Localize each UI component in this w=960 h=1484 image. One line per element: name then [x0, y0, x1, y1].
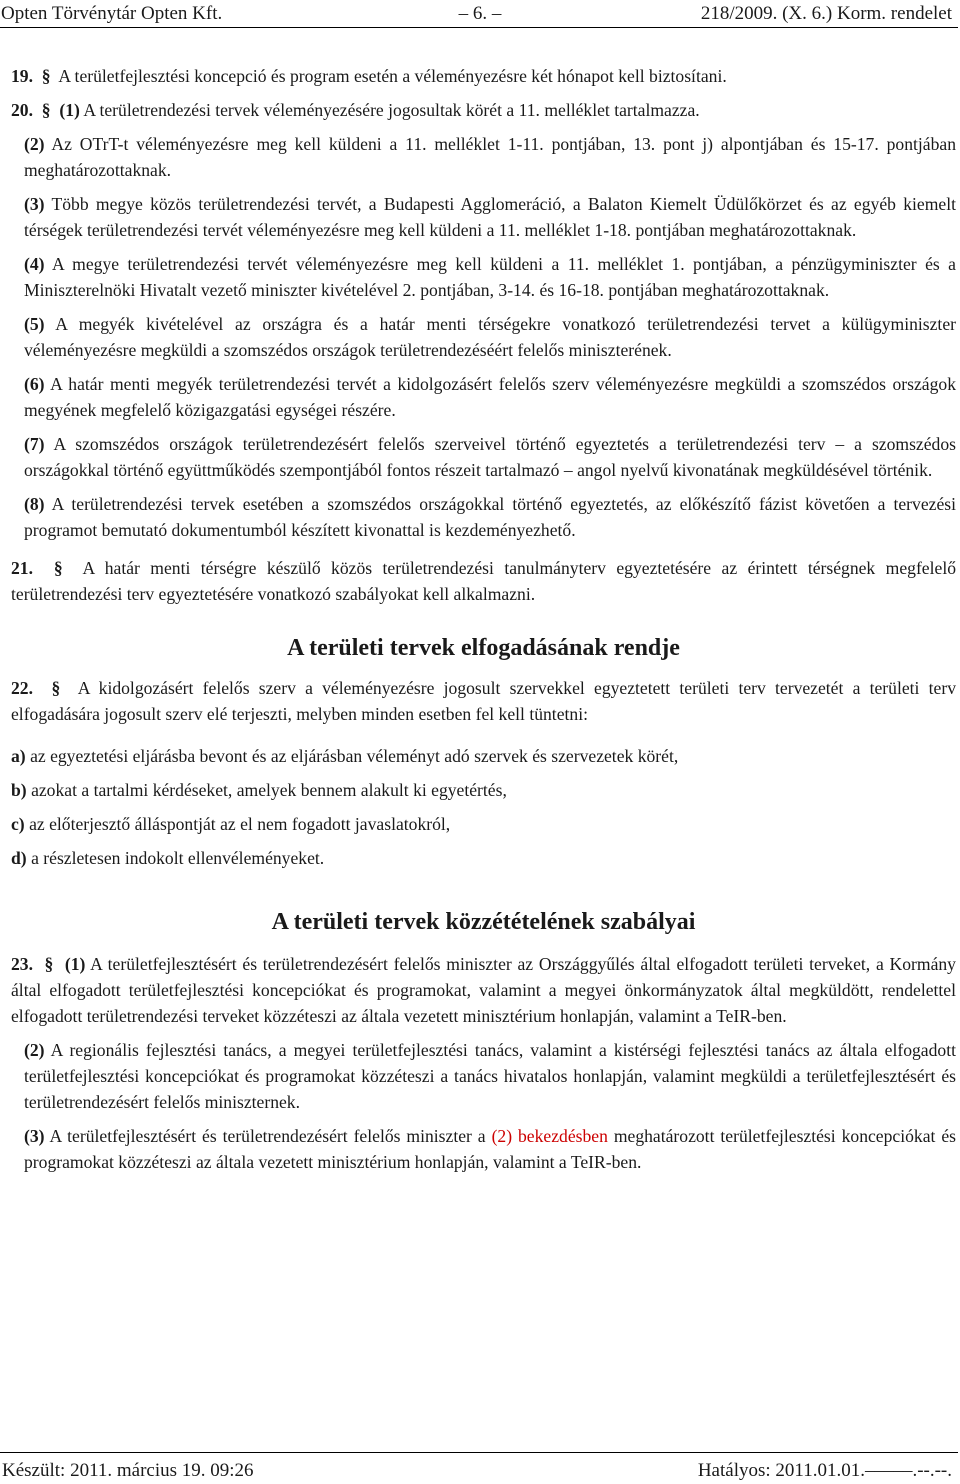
section-number: 20. — [11, 100, 33, 120]
section-20-para-1 — [11, 97, 956, 123]
section-20-para-8 — [11, 491, 956, 543]
paragraph-number: (3) — [24, 1126, 45, 1146]
list-label: d) — [11, 848, 27, 868]
paragraph-text: A megye területrendezési tervét véleményezésre meg kell küldeni a 11. melléklet 1. pontjában, a pénzügyminiszter és a Miniszterelnöki Hivatalt vezető miniszter kivételével 2. pontjában, 3-14. és 16-18. pontjában meghatározottaknak. — [24, 254, 956, 300]
section-sign: § — [41, 66, 51, 86]
paragraph-number: (2) — [24, 1040, 45, 1060]
section-19 — [11, 63, 956, 89]
list-text: a részletesen indokolt ellenvéleményeket. — [31, 848, 325, 868]
paragraph-number: (2) — [24, 134, 45, 154]
section-21 — [11, 555, 956, 607]
header-divider — [0, 27, 958, 28]
paragraph-number: (8) — [24, 494, 45, 514]
paragraph-number: (6) — [24, 374, 45, 394]
cross-reference-link[interactable]: (2) bekezdésben — [491, 1126, 608, 1146]
list-text: azokat a tartalmi kérdéseket, amelyek bennem alakult ki egyetértés, — [31, 780, 507, 800]
section-sign: § — [44, 954, 54, 974]
decree-reference: 218/2009. (X. 6.) Korm. rendelet — [700, 3, 952, 24]
footer-divider — [0, 1452, 958, 1453]
paragraph-number: (1) — [64, 954, 86, 974]
list-item — [11, 777, 956, 803]
section-number: 22. — [11, 678, 33, 698]
section-20-para-7 — [11, 431, 956, 483]
list-label: a) — [11, 746, 26, 766]
section-sign: § — [53, 558, 63, 578]
section-20-para-2 — [11, 131, 956, 183]
section-text: A kidolgozásért felelős szerv a véleményezésre jogosult szervekkel egyeztetett területi terv tervezetét a területi terv elfogadására jogosult szerv elé terjeszti, melyben minden esetben fel kell tüntetni: — [11, 678, 957, 724]
paragraph-text: A regionális fejlesztési tanács, a megyei területfejlesztési tanács, valamint a kistérségi fejlesztési tanács az általa elfogadott területfejlesztési koncepciókat és programokat közzéteszi a tanács hivatalos honlapján, valamint megküldi a területfejlesztésért és területrendezésért felelős miniszternek. — [24, 1040, 956, 1112]
page-number: – 6. – — [458, 3, 502, 24]
list-label: b) — [11, 780, 27, 800]
section-sign: § — [41, 100, 51, 120]
paragraph-text: A területrendezési tervek esetében a szomszédos országokkal történő egyeztetés, az előkészítő fázist követően a tervezési programot bemutató dokumentumból készített kivonattal is kezdeményezhető. — [24, 494, 956, 540]
paragraph-number: (4) — [24, 254, 45, 274]
paragraph-number: (5) — [24, 314, 45, 334]
section-23-para-3 — [11, 1123, 956, 1175]
document-body — [11, 63, 956, 1175]
list-label: c) — [11, 814, 25, 834]
section-20-para-6 — [11, 371, 956, 423]
paragraph-text: A területrendezési tervek véleményezésére jogosultak körét a 11. melléklet tartalmazza. — [83, 100, 700, 120]
paragraph-text: A határ menti megyék területrendezési tervét a kidolgozásért felelős szerv véleményezésre megküldi a szomszédos országok megyének megfelelő közigazgatási egységei részére. — [24, 374, 956, 420]
paragraph-text: A szomszédos országok területrendezésért felelős szerveivel történő egyeztetés a területrendezési terv – a szomszédos országokkal történő együttműködés szempontjából fontos részeit tartalmazó – angol nyelvű kivonatának megküldésével történik. — [24, 434, 956, 480]
section-20-para-4 — [11, 251, 956, 303]
section-23-para-2 — [11, 1037, 956, 1115]
heading-publication-rules: A területi tervek közzétételének szabályai — [271, 909, 696, 935]
section-number: 23. — [11, 954, 33, 974]
paragraph-number: (7) — [24, 434, 45, 454]
list-item — [11, 811, 956, 837]
list-text: az egyeztetési eljárásba bevont és az eljárásban véleményt adó szervek és szervezetek körét, — [30, 746, 679, 766]
section-22 — [11, 675, 956, 727]
section-number: 19. — [11, 66, 33, 86]
effective-date: Hatályos: 2011.01.01.–––––.--.--. — [697, 1460, 952, 1481]
created-timestamp: Készült: 2011. március 19. 09:26 — [2, 1460, 254, 1481]
paragraph-text: meghatározott területfejlesztési koncepciókat és programokat közzéteszi az általa vezetett minisztérium honlapján, valamint a TeIR-ben. — [24, 1126, 956, 1172]
paragraph-number: (1) — [59, 100, 80, 120]
paragraph-text: Több megye közös területrendezési tervét, a Budapesti Agglomeráció, a Balaton Kiemelt Üdülőkörzet és az egyéb kiemelt térségek területrendezési tervét véleményezésre meg kell küldeni a 11. melléklet 1-18. pontjában meghatározottaknak. — [24, 194, 956, 240]
paragraph-text: Az OTrT-t véleményezésre meg kell küldeni a 11. melléklet 1-11. pontjában, 13. pont j) alpontjában és 15-17. pontjában meghatározottaknak. — [24, 134, 956, 180]
paragraph-text: A területfejlesztésért és területrendezésért felelős miniszter az Országgyűlés által elfogadott területi terveket, a Kormány által elfogadott területfejlesztési koncepciókat és programokat, valamint a megyei önkormányzatok által megküldött, rendelettel elfogadott területrendezési terveket közzéteszi az általa vezetett minisztérium honlapján, valamint a TeIR-ben. — [11, 954, 956, 1026]
paragraph-number: (3) — [24, 194, 45, 214]
page-header — [0, 0, 960, 27]
section-sign: § — [51, 678, 61, 698]
paragraph-text: A megyék kivételével az országra és a határ menti térségekre vonatkozó területrendezési tervet a külügyminiszter véleményezésre megküldi a szomszédos országok területrendezéséért felelős miniszterének. — [24, 314, 956, 360]
heading-adoption-order: A területi tervek elfogadásának rendje — [287, 635, 680, 661]
section-text: A területfejlesztési koncepció és program esetén a véleményezésre két hónapot kell biztosítani. — [58, 66, 727, 86]
list-item — [11, 743, 956, 769]
section-text: A határ menti térségre készülő közös területrendezési tanulmányterv egyeztetésére az érintett térségnek megfelelő területrendezési terv egyeztetésére vonatkozó szabályokat kell alkalmazni. — [11, 558, 957, 604]
paragraph-text: A területfejlesztésért és területrendezésért felelős miniszter a — [49, 1126, 486, 1146]
section-20-para-5 — [11, 311, 956, 363]
publisher-name: Opten Törvénytár Opten Kft. — [1, 3, 223, 24]
section-23-para-1 — [11, 951, 956, 1029]
section-number: 21. — [11, 558, 33, 578]
list-item — [11, 845, 956, 871]
section-20-para-3 — [11, 191, 956, 243]
list-text: az előterjesztő álláspontját az el nem fogadott javaslatokról, — [29, 814, 451, 834]
